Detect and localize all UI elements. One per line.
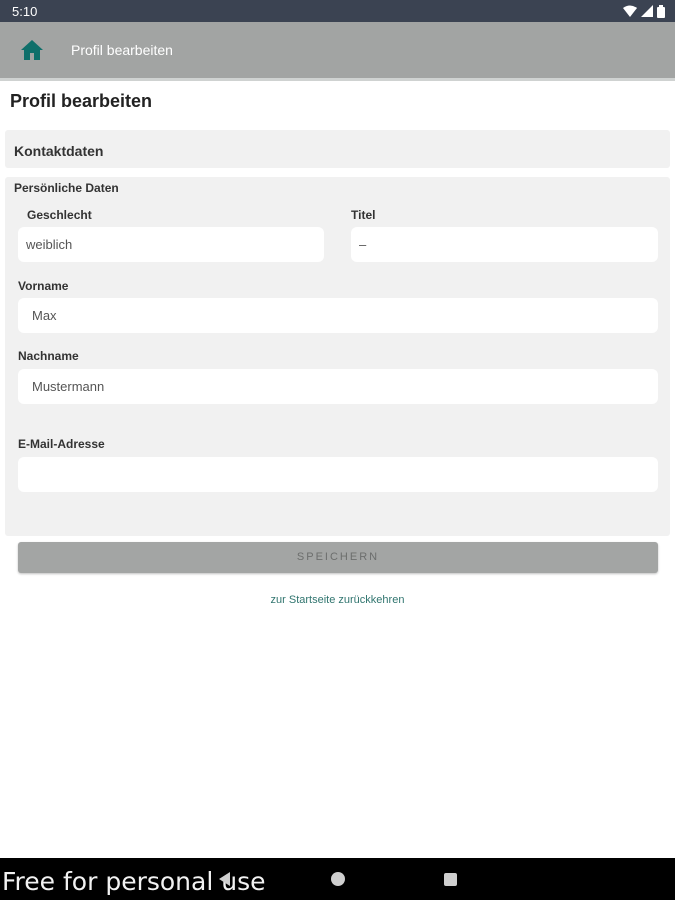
app-bar-title: Profil bearbeiten [71, 42, 173, 58]
app-bar-divider [0, 78, 675, 81]
status-time: 5:10 [12, 4, 38, 19]
page-title: Profil bearbeiten [10, 91, 153, 111]
status-icons [623, 4, 665, 18]
home-icon [20, 39, 44, 61]
email-input[interactable] [18, 457, 658, 492]
nav-home-icon[interactable] [331, 872, 345, 886]
section-title: Kontaktdaten [14, 143, 104, 159]
title-select[interactable] [351, 227, 658, 262]
first-name-value: Max [32, 308, 57, 323]
save-button[interactable]: SPEICHERN [18, 542, 658, 573]
last-name-input[interactable] [18, 369, 658, 404]
section-header-contact[interactable] [5, 130, 670, 168]
status-bar [0, 0, 675, 22]
form-card [5, 177, 670, 536]
gender-label: Geschlecht [27, 208, 92, 222]
battery-icon [657, 5, 665, 18]
watermark-text: Free for personal use [2, 867, 266, 896]
title-label: Titel [351, 208, 376, 222]
gender-value: weiblich [26, 237, 73, 252]
first-name-input[interactable] [18, 298, 658, 333]
back-to-home-link[interactable]: zur Startseite zurückkehren [270, 594, 405, 606]
gender-select[interactable] [18, 227, 324, 262]
group-label: Persönliche Daten [14, 181, 119, 195]
first-name-label: Vorname [18, 279, 69, 293]
home-button[interactable] [20, 39, 44, 61]
last-name-value: Mustermann [32, 379, 105, 394]
nav-recent-apps-icon[interactable] [444, 873, 457, 886]
wifi-icon [623, 5, 637, 17]
signal-icon [641, 5, 653, 17]
nav-back-icon[interactable] [219, 872, 230, 886]
last-name-label: Nachname [18, 349, 79, 363]
email-label: E-Mail-Adresse [18, 437, 105, 451]
title-value: – [359, 237, 367, 252]
